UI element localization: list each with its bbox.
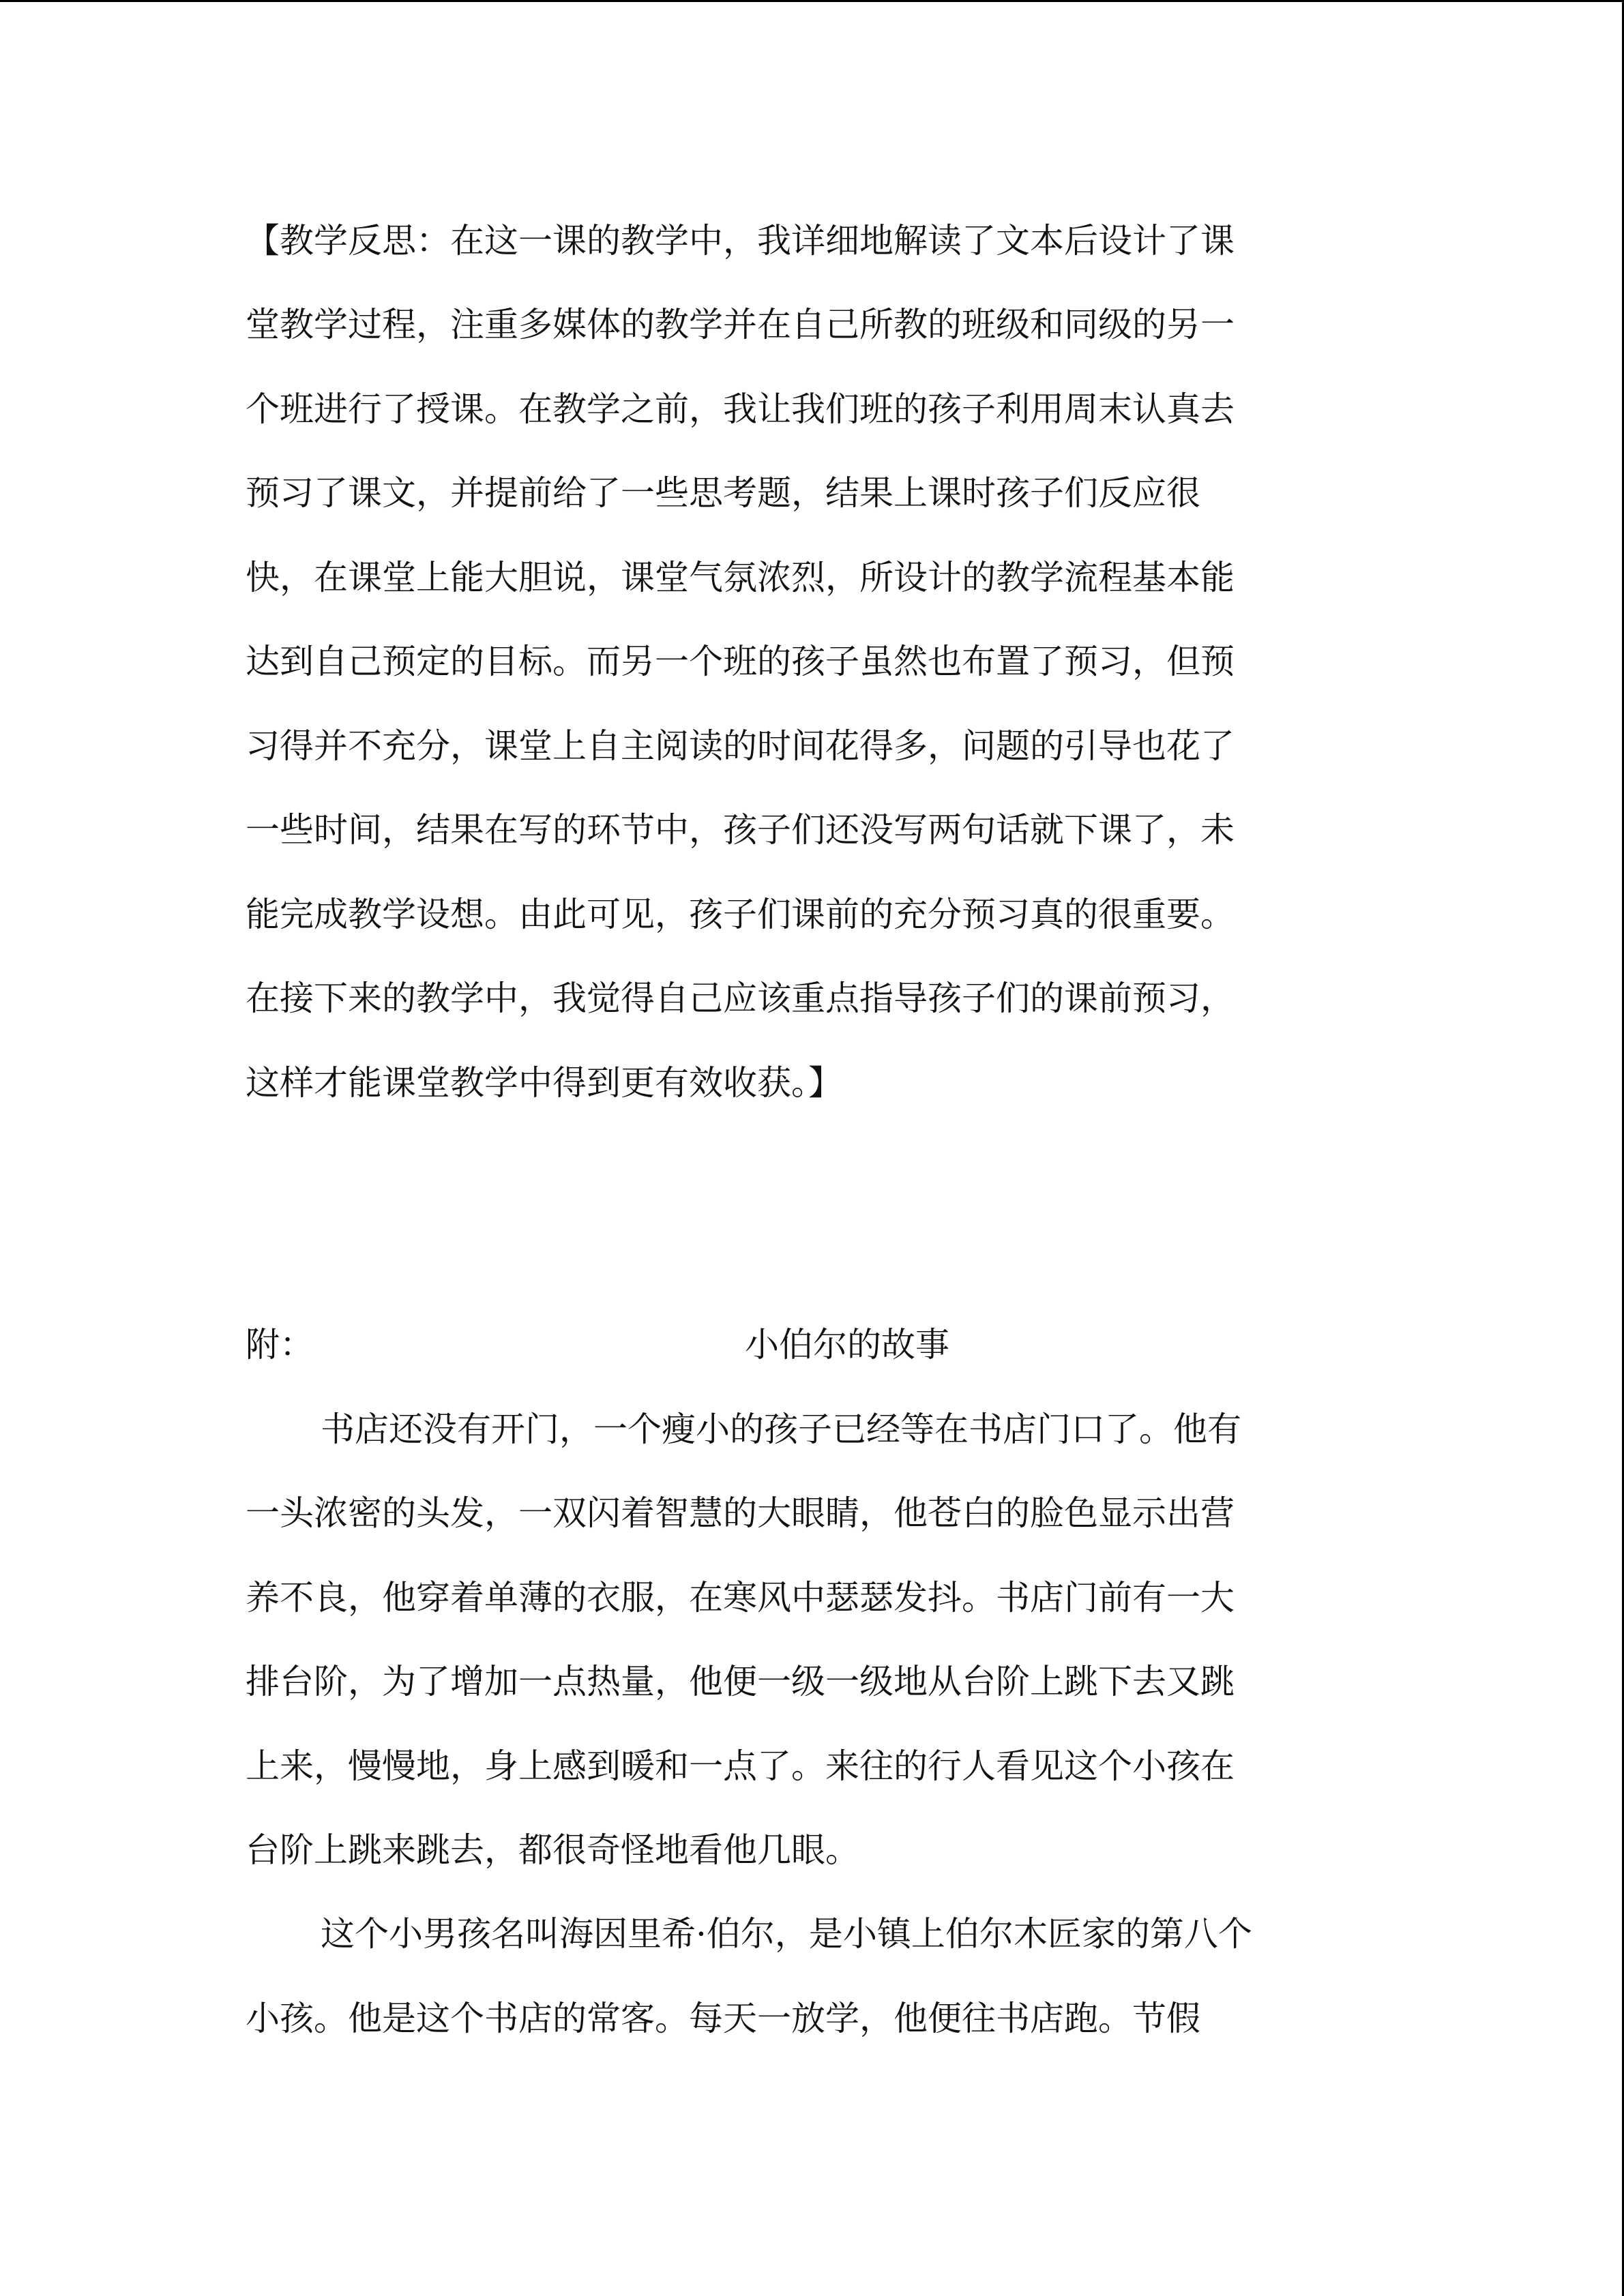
reflection-line: 达到自己预定的目标。而另一个班的孩子虽然也布置了预习，但预 (246, 642, 1235, 681)
reflection-line: 个班进行了授课。在教学之前，我让我们班的孩子利用周末认真去 (246, 389, 1235, 429)
story-line: 这个小男孩名叫海因里希·伯尔，是小镇上伯尔木匠家的第八个 (321, 1914, 1252, 1954)
reflection-line: 习得并不充分，课堂上自主阅读的时间花得多，问题的引导也花了 (246, 726, 1235, 766)
story-line: 一头浓密的头发，一双闪着智慧的大眼睛，他苍白的脸色显示出营 (246, 1493, 1235, 1533)
reflection-line: 堂教学过程，注重多媒体的教学并在自己所教的班级和同级的另一 (246, 305, 1235, 344)
reflection-line: 这样才能课堂教学中得到更有效收获。】 (246, 1063, 842, 1103)
reflection-line: 能完成教学设想。由此可见，孩子们课前的充分预习真的很重要。 (246, 895, 1235, 934)
story-line: 小孩。他是这个书店的常客。每天一放学，他便往书店跑。节假 (246, 1999, 1200, 2038)
story-title: 小伯尔的故事 (745, 1325, 949, 1365)
appendix-label: 附： (246, 1325, 314, 1365)
reflection-line: 一些时间，结果在写的环节中，孩子们还没写两句话就下课了，未 (246, 810, 1235, 850)
reflection-line: 在接下来的教学中，我觉得自己应该重点指导孩子们的课前预习， (246, 979, 1235, 1018)
page-border-top (0, 0, 1624, 2)
story-line: 台阶上跳来跳去，都很奇怪地看他几眼。 (246, 1830, 859, 1870)
story-line: 排台阶，为了增加一点热量，他便一级一级地从台阶上跳下去又跳 (246, 1662, 1235, 1701)
reflection-line: 快，在课堂上能大胆说，课堂气氛浓烈，所设计的教学流程基本能 (246, 558, 1235, 597)
reflection-line: 预习了课文，并提前给了一些思考题，结果上课时孩子们反应很 (246, 473, 1200, 513)
story-line: 养不良，他穿着单薄的衣服，在寒风中瑟瑟发抖。书店门前有一大 (246, 1578, 1235, 1617)
story-line: 上来，慢慢地，身上感到暖和一点了。来往的行人看见这个小孩在 (246, 1746, 1235, 1786)
story-line: 书店还没有开门，一个瘦小的孩子已经等在书店门口了。他有 (321, 1410, 1241, 1449)
reflection-line: 【教学反思：在这一课的教学中，我详细地解读了文本后设计了课 (246, 221, 1235, 260)
